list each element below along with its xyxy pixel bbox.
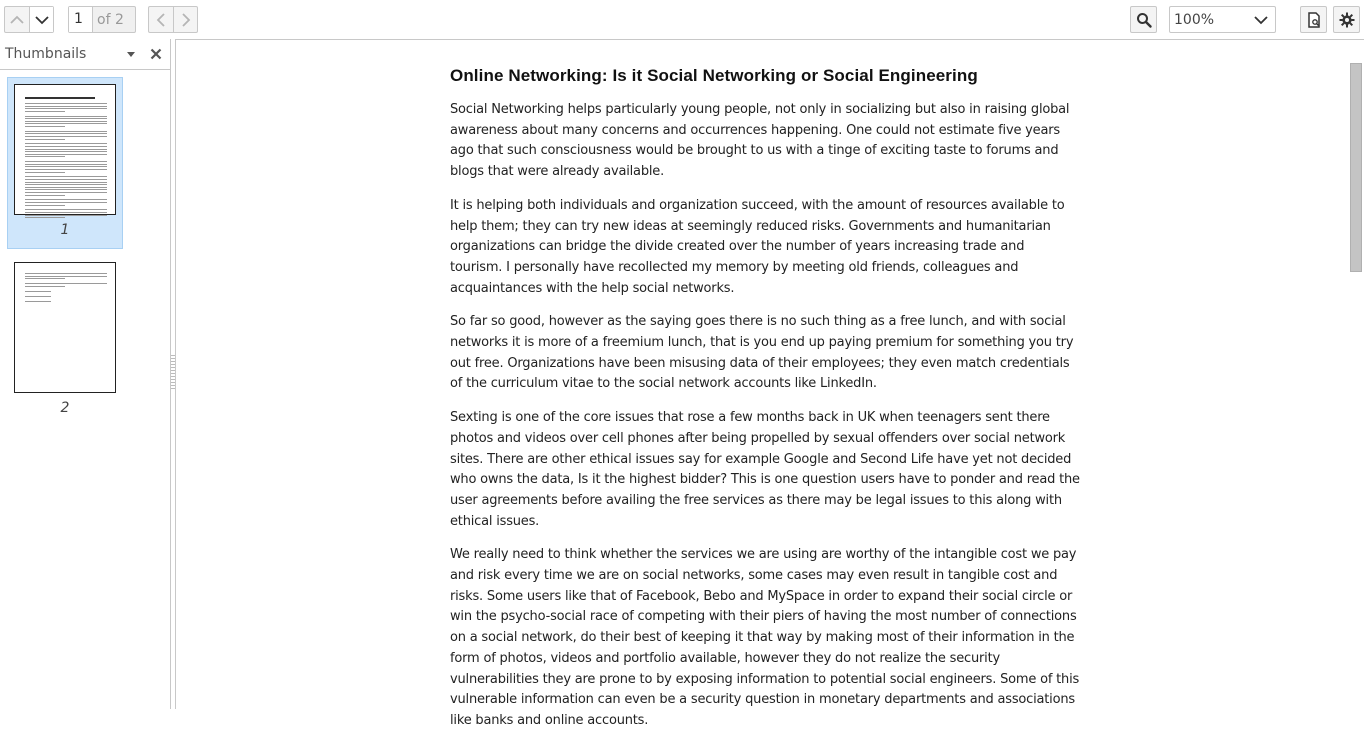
document-title: Online Networking: Is it Social Networking or Social Engineering	[450, 66, 978, 85]
document-paragraph: Social Networking helps particularly young people, not only in socializing but also in raising global awareness about many concerns and occurrences happening. One could not estimate five years ago that such consciousness would be brought to us with a tinge of exciting taste to forums and blogs that were already available.	[450, 102, 1070, 180]
page-number-input[interactable]: 1	[69, 7, 93, 32]
thumbnails-sidebar	[0, 39, 171, 709]
thumbnail-text-line	[25, 276, 107, 277]
thumbnail-text-line	[25, 202, 107, 203]
page-count: of 2	[97, 11, 124, 28]
thumbnail-text-line	[25, 301, 51, 302]
settings-button[interactable]	[1333, 6, 1360, 33]
sidebar-title: Thumbnails	[5, 46, 87, 62]
thumbnail-text-line	[25, 123, 107, 124]
thumbnail-text-line	[25, 182, 107, 183]
next-page-button[interactable]	[29, 7, 53, 32]
document-paragraph: So far so good, however as the saying goes there is no such thing as a free lunch, and with social networks it is more of a freemium lunch, that is you end up paying premium for something you try out free. Organizations have been misusing data of their employees; they even match credentials of the curriculum vitae to the social network accounts like LinkedIn.	[450, 314, 1074, 392]
thumbnail-text-line	[25, 154, 107, 155]
document-paragraph: We really need to think whether the services we are using are worthy of the intangible cost we pay and risk every time we are on social networks, some cases may even result in tangible cost and risks. Some users like that of Facebook, Bebo and MySpace in order to expand their social circle or win the psycho-social race of competing with their piers of having the most number of connections on a social network, do their best of keeping it that way by making most of their information in the form of photos, videos and portfolio available, however they do not realize the security vulnerabilities they are prone to by exposing information to potential social engineers. Some of this vulnerable information can even be a security question in monetary departments and associations like banks and online accounts.	[450, 547, 1080, 728]
thumbnail-page-image	[14, 262, 116, 393]
thumbnail-text-line	[25, 212, 107, 213]
thumbnail-text-line	[25, 116, 107, 117]
thumbnail-text-line	[25, 184, 107, 185]
thumbnail-text-line	[25, 126, 65, 127]
document-viewer	[175, 39, 1364, 728]
close-icon[interactable]	[150, 48, 162, 60]
thumbnail-text-line	[25, 161, 107, 162]
page-number-box	[68, 6, 136, 33]
search-button[interactable]	[1130, 6, 1157, 33]
page-nav-group	[4, 6, 54, 33]
document-icon	[1307, 12, 1321, 28]
thumbnail-text-line	[25, 205, 65, 206]
thumbnail-text-line	[25, 215, 107, 216]
sidebar-header	[0, 39, 170, 70]
thumbnail-text-line	[25, 273, 107, 274]
chevron-up-icon	[9, 15, 25, 25]
thumbnail-text-line	[25, 149, 107, 150]
thumbnail-text-line	[25, 192, 107, 193]
thumbnail-text-line	[25, 136, 107, 137]
history-nav-group	[148, 6, 198, 33]
caret-down-icon[interactable]	[127, 52, 135, 57]
chevron-down-icon	[1253, 15, 1269, 25]
chevron-right-icon	[181, 12, 191, 28]
thumbnail-text-line	[25, 131, 107, 132]
page-thumbnail-1[interactable]	[7, 77, 123, 249]
thumbnail-text-line	[25, 179, 107, 180]
gear-icon	[1339, 12, 1355, 28]
thumbnail-text-line	[25, 139, 65, 140]
thumbnail-text-line	[25, 286, 65, 287]
thumbnail-text-line	[25, 164, 107, 165]
thumbnail-text-line	[25, 151, 107, 152]
thumbnail-text-line	[25, 209, 107, 210]
thumbnail-text-line	[25, 278, 65, 279]
thumbnail-text-line	[25, 176, 107, 177]
thumbnail-text-line	[25, 217, 65, 218]
thumbnail-label: 1	[60, 222, 70, 238]
document-paragraph: Sexting is one of the core issues that rose a few months back in UK when teenagers sent there photos and videos over cell phones after being propelled by sexual offenders over social network sites. There are other ethical issues say for example Google and Second Life have yet not decided who owns the data, Is it the highest bidder? This is one question users have to ponder and read the user agreements before availing the free services as there may be legal issues to this along with ethical issues.	[450, 410, 1080, 529]
forward-button[interactable]	[173, 7, 197, 32]
document-properties-button[interactable]	[1300, 6, 1327, 33]
document-page	[450, 66, 1080, 745]
thumbnail-text-line	[25, 296, 51, 297]
thumbnail-text-line	[25, 199, 107, 200]
toolbar	[0, 0, 1364, 39]
thumbnail-text-line	[25, 166, 107, 167]
thumbnail-text-line	[25, 169, 107, 170]
thumbnail-label: 2	[60, 400, 70, 416]
thumbnail-text-line	[25, 106, 107, 107]
thumbnail-text-line	[25, 195, 65, 196]
thumbnail-text-line	[25, 97, 95, 99]
chevron-down-icon	[34, 15, 50, 25]
thumbnail-text-line	[25, 143, 107, 144]
thumbnail-text-line	[25, 172, 65, 173]
zoom-select[interactable]	[1169, 6, 1276, 33]
thumbnail-text-line	[25, 133, 107, 134]
page-thumbnail-2[interactable]	[7, 261, 123, 421]
document-paragraph: It is helping both individuals and organization succeed, with the amount of resources available to help them; they can try new ideas at seemingly reduced risks. Governments and humanitarian organizations can bridge the divide created over the number of years increasing trade and tourism. I personally have recollected my memory by meeting old friends, colleagues and acquaintances with the help social networks.	[450, 197, 1065, 296]
thumbnail-text-line	[25, 291, 51, 292]
search-icon	[1136, 12, 1152, 28]
thumbnail-text-line	[25, 111, 65, 112]
back-button[interactable]	[149, 7, 173, 32]
chevron-left-icon	[156, 12, 166, 28]
thumbnail-text-line	[25, 283, 107, 284]
zoom-value: 100%	[1174, 11, 1215, 28]
thumbnail-text-line	[25, 146, 107, 147]
thumbnail-text-line	[25, 108, 107, 109]
thumbnail-text-line	[25, 189, 107, 190]
thumbnail-page-image	[14, 84, 116, 215]
thumbnail-text-line	[25, 103, 107, 104]
vertical-scrollbar-thumb[interactable]	[1350, 63, 1362, 272]
thumbnail-text-line	[25, 156, 65, 157]
thumbnail-text-line	[25, 121, 107, 122]
previous-page-button[interactable]	[5, 7, 29, 32]
thumbnail-text-line	[25, 118, 107, 119]
thumbnail-text-line	[25, 187, 107, 188]
